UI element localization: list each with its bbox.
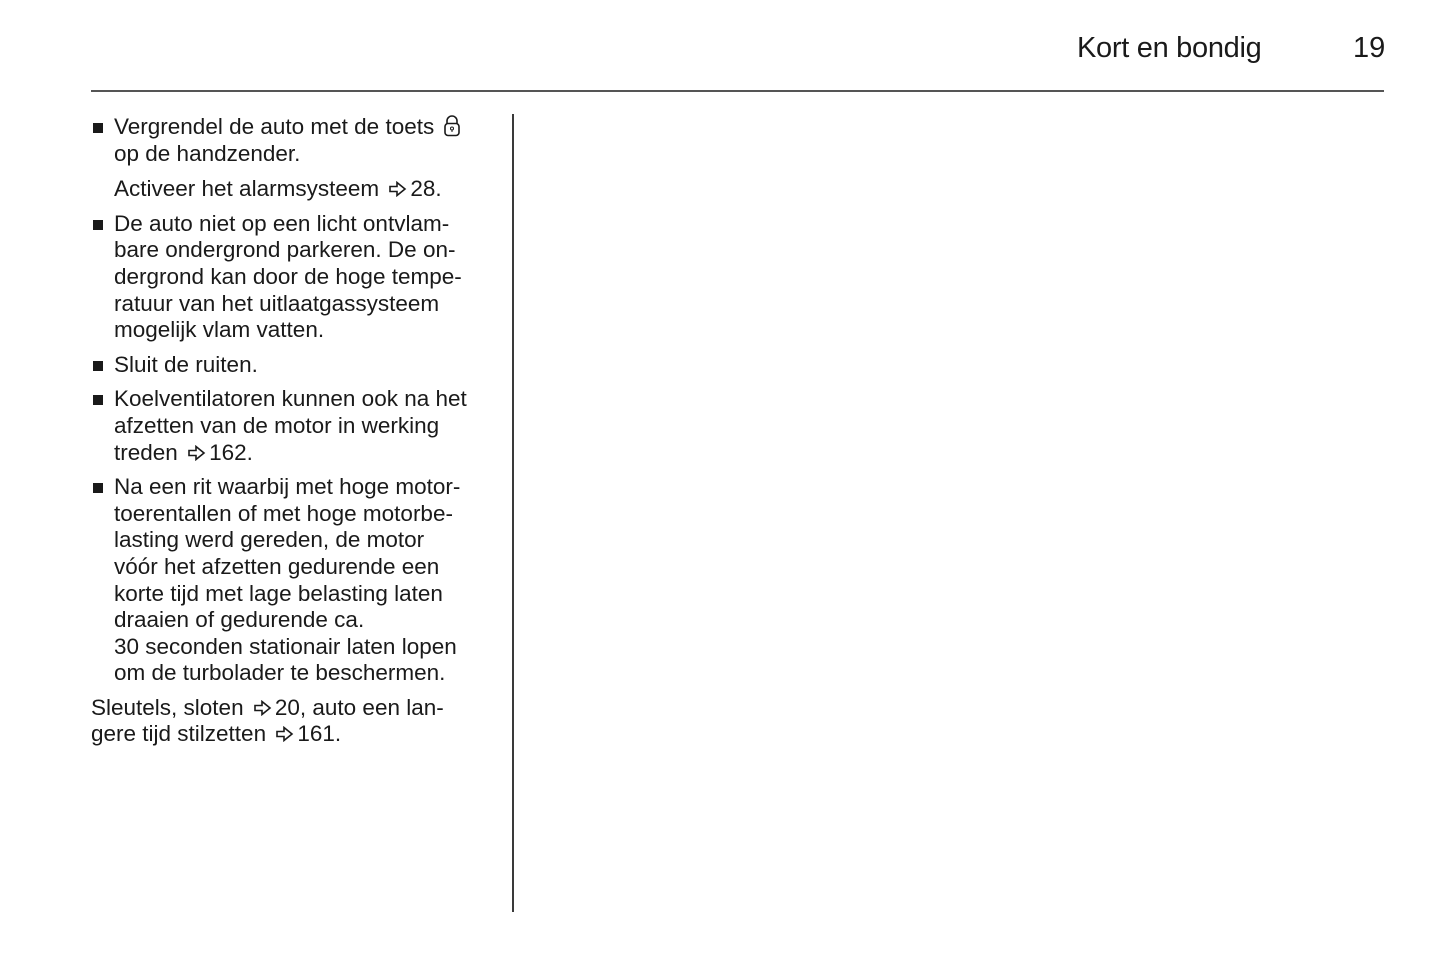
list-item: Koelventilatoren kunnen ook na het afzetten van de motor in werking treden 162. [91, 386, 501, 466]
item-text: Vergrendel de auto met de toets [114, 114, 435, 139]
page-reference-link[interactable]: 162. [209, 439, 253, 465]
see-also-paragraph: Sleutels, sloten 20, auto een lan- gere tijd stilzetten 161. [91, 694, 444, 747]
list-item: De auto niet op een licht ontvlam- bare ondergrond parkeren. De on- dergrond kan door de hoge tempe- ratuur van het uitlaatgassysteem mogelijk vlam vatten. [91, 211, 501, 344]
chapter-title: Kort en bondig [1077, 32, 1262, 64]
item-text: op de handzender. [114, 140, 301, 166]
left-column [91, 114, 501, 748]
cross-reference-arrow-icon [275, 726, 295, 742]
list-item [91, 114, 501, 203]
square-bullet-icon [93, 483, 103, 493]
page-reference-link[interactable]: 161. [297, 721, 342, 747]
cross-reference-arrow-icon [388, 181, 408, 197]
page-number: 19 [1353, 32, 1386, 64]
cross-reference-arrow-icon [253, 700, 273, 716]
cross-reference-arrow-icon [187, 445, 207, 461]
header-divider [91, 90, 1384, 92]
list-item: Sluit de ruiten. [91, 352, 501, 379]
list-item: Na een rit waarbij met hoge motor- toerentallen of met hoge motorbe- lasting werd gereden, de motor vóór het afzetten gedurende een korte tijd met lage belasting laten draaien of gedurende ca. 30 seconden stationair laten lopen om de turbolader te beschermen. [91, 474, 501, 687]
square-bullet-icon [93, 220, 103, 230]
page-reference-link[interactable]: 20, auto een lan- [274, 694, 444, 720]
sub-paragraph: Activeer het alarmsysteem 28. [114, 176, 442, 202]
page-reference-link[interactable]: 28. [410, 176, 442, 202]
square-bullet-icon [93, 395, 103, 405]
lock-button-icon [443, 115, 461, 137]
column-divider [512, 114, 514, 912]
square-bullet-icon [93, 123, 103, 133]
square-bullet-icon [93, 361, 103, 371]
